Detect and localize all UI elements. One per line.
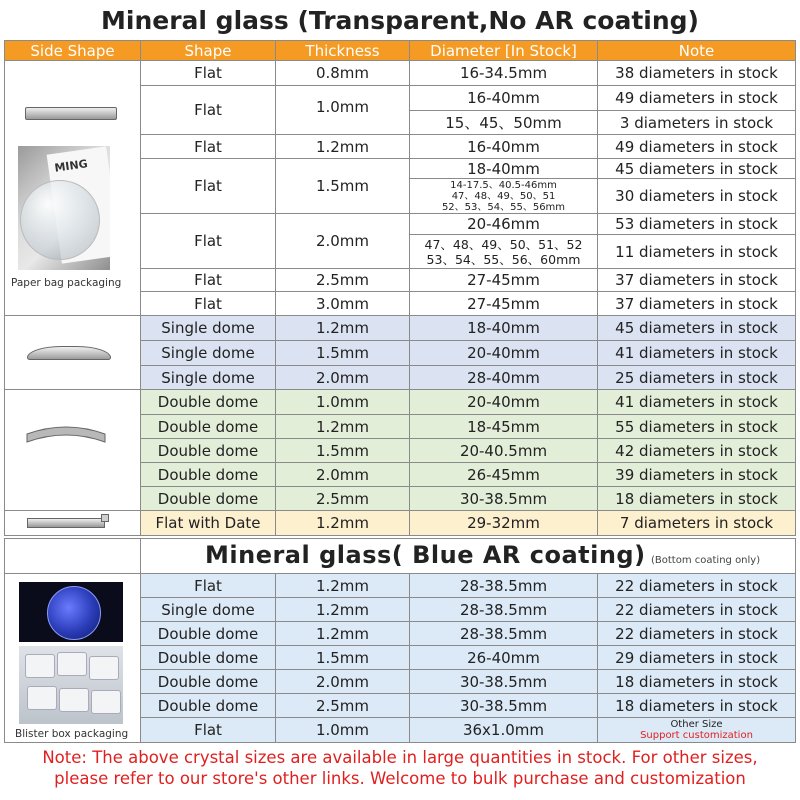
thickness-cell: 2.0mm (275, 462, 410, 487)
diameter-cell: 16-40mm (409, 134, 598, 159)
diameter-cell: 28-40mm (409, 365, 598, 390)
header-shape: Shape (140, 40, 276, 61)
diameter-cell: 20-40.5mm (409, 438, 598, 463)
thickness-cell: 1.5mm (275, 340, 410, 366)
shape-cell: Single dome (140, 315, 276, 341)
shape-cell: Flat (140, 60, 276, 86)
note-cell: 53 diameters in stock (597, 213, 796, 235)
paper-bag-label: MING (53, 157, 89, 175)
side-shape-ar-cell (4, 573, 141, 743)
note-cell: 7 diameters in stock (597, 510, 796, 536)
diameter-line: 47、48、49、50、51、52 (424, 236, 583, 252)
double-dome-side-view (5, 390, 142, 512)
thickness-cell: 2.0mm (275, 365, 410, 390)
ar-section-title: Mineral glass( Blue AR coating) (205, 541, 646, 569)
thickness-cell: 2.5mm (275, 693, 410, 718)
glass-disc-icon (20, 180, 100, 260)
ar-title-cell (140, 538, 796, 574)
note-cell: 22 diameters in stock (597, 573, 796, 598)
bottom-note-line-2: please refer to our store's other links. Welcome to bulk purchase and customization (54, 769, 746, 788)
thickness-cell: 3.0mm (275, 291, 410, 316)
shape-cell: Flat (140, 291, 276, 316)
diameter-cell: 20-40mm (409, 389, 598, 415)
shape-cell: Flat (140, 85, 276, 135)
thickness-cell: 1.5mm (275, 438, 410, 463)
diameter-cell: 29-32mm (409, 510, 598, 536)
blister-caption: Blister box packaging (15, 728, 129, 740)
note-cell: 3 diameters in stock (597, 110, 796, 135)
shape-cell: Double dome (140, 438, 276, 463)
side-shape-double-dome-cell (4, 389, 141, 511)
note-cell: 22 diameters in stock (597, 597, 796, 622)
blister-cell-icon (59, 688, 89, 712)
flat-date-side-view (27, 518, 105, 528)
shape-cell: Double dome (140, 669, 276, 694)
note-cell: 37 diameters in stock (597, 291, 796, 316)
note-cell: 30 diameters in stock (597, 178, 796, 214)
thickness-cell: 1.2mm (275, 573, 410, 598)
thickness-cell: 0.8mm (275, 60, 410, 86)
ar-title-side-cell (4, 538, 141, 574)
diameter-cell: 36x1.0mm (409, 717, 598, 743)
diameter-cell: 20-46mm (409, 213, 598, 235)
diameter-cell: 27-45mm (409, 268, 598, 292)
note-cell: 45 diameters in stock (597, 158, 796, 179)
note-cell: 22 diameters in stock (597, 621, 796, 646)
diameter-line: 14-17.5、40.5-46mm (450, 179, 557, 191)
diameter-cell: 27-45mm (409, 291, 598, 316)
thickness-cell: 1.5mm (275, 158, 410, 214)
flat-glass-side-view (25, 107, 117, 120)
shape-cell: Double dome (140, 462, 276, 487)
paper-bag-photo (18, 146, 110, 270)
thickness-cell: 2.0mm (275, 213, 410, 269)
thickness-cell: 2.5mm (275, 486, 410, 511)
note-cell: 11 diameters in stock (597, 234, 796, 269)
note-cell: 29 diameters in stock (597, 645, 796, 670)
ar-subtitle: (Bottom coating only) (651, 555, 761, 566)
header-diameter: Diameter [In Stock] (409, 40, 598, 61)
thickness-cell: 1.2mm (275, 510, 410, 536)
thickness-cell: 2.0mm (275, 669, 410, 694)
blister-cell-icon (89, 656, 119, 680)
thickness-cell: 2.5mm (275, 268, 410, 292)
thickness-cell: 1.0mm (275, 85, 410, 135)
thickness-cell: 1.2mm (275, 621, 410, 646)
shape-cell: Flat with Date (140, 510, 276, 536)
diameter-line: 47、48、49、50、51 (451, 190, 556, 202)
bottom-note-line-1: Note: The above crystal sizes are available in large quantities in stock. For other sizes, (42, 748, 758, 767)
header-thickness: Thickness (275, 40, 410, 61)
diameter-cell: 26-40mm (409, 645, 598, 670)
shape-cell: Double dome (140, 621, 276, 646)
diameter-cell: 30-38.5mm (409, 486, 598, 511)
blister-cell-icon (25, 654, 55, 678)
note-cell: 37 diameters in stock (597, 268, 796, 292)
other-size-label: Other Size (670, 719, 723, 730)
side-shape-flat-date-cell (4, 510, 141, 536)
diameter-line: 53、54、55、56、60mm (426, 251, 581, 267)
side-shape-flat-cell (4, 60, 141, 316)
diameter-cell: 20-40mm (409, 340, 598, 366)
note-cell: 18 diameters in stock (597, 693, 796, 718)
shape-cell: Double dome (140, 693, 276, 718)
diameter-cell: 16-40mm (409, 85, 598, 111)
diameter-list-cell (409, 234, 598, 269)
diameter-cell: 16-34.5mm (409, 60, 598, 86)
diameter-list-cell (409, 178, 598, 214)
support-customization-label: Support customization (640, 730, 753, 741)
note-cell: 18 diameters in stock (597, 486, 796, 511)
shape-cell: Flat (140, 134, 276, 159)
shape-cell: Double dome (140, 645, 276, 670)
note-cell: 41 diameters in stock (597, 340, 796, 366)
thickness-cell: 1.2mm (275, 315, 410, 341)
note-cell: 49 diameters in stock (597, 85, 796, 111)
diameter-cell: 15、45、50mm (409, 110, 598, 135)
header-note: Note (597, 40, 796, 61)
note-cell: 55 diameters in stock (597, 414, 796, 439)
paper-bag-caption: Paper bag packaging (11, 277, 122, 289)
diameter-cell: 18-40mm (409, 158, 598, 179)
blue-ar-disc-icon (47, 586, 101, 640)
shape-cell: Double dome (140, 414, 276, 439)
blister-cell-icon (91, 690, 121, 714)
shape-cell: Single dome (140, 340, 276, 366)
note-cell-custom (597, 717, 796, 743)
note-cell: 41 diameters in stock (597, 389, 796, 415)
thickness-cell: 1.0mm (275, 717, 410, 743)
shape-cell: Double dome (140, 389, 276, 415)
diameter-cell: 28-38.5mm (409, 621, 598, 646)
shape-cell: Flat (140, 268, 276, 292)
shape-cell: Flat (140, 158, 276, 214)
note-cell: 38 diameters in stock (597, 60, 796, 86)
shape-cell: Single dome (140, 365, 276, 390)
diameter-cell: 18-45mm (409, 414, 598, 439)
blister-box-photo (19, 646, 123, 724)
note-cell: 49 diameters in stock (597, 134, 796, 159)
note-cell: 39 diameters in stock (597, 462, 796, 487)
side-shape-single-dome-cell (4, 315, 141, 390)
thickness-cell: 1.2mm (275, 134, 410, 159)
diameter-cell: 26-45mm (409, 462, 598, 487)
page-title: Mineral glass (Transparent,No AR coating) (101, 5, 699, 35)
diameter-line: 52、53、54、55、56mm (441, 201, 566, 213)
thickness-cell: 1.2mm (275, 414, 410, 439)
thickness-cell: 1.2mm (275, 597, 410, 622)
single-dome-side-view (27, 346, 111, 360)
note-cell: 42 diameters in stock (597, 438, 796, 463)
shape-cell: Flat (140, 717, 276, 743)
shape-cell: Single dome (140, 597, 276, 622)
diameter-cell: 30-38.5mm (409, 669, 598, 694)
blue-ar-glass-photo (19, 582, 123, 642)
thickness-cell: 1.5mm (275, 645, 410, 670)
header-side-shape: Side Shape (4, 40, 141, 61)
date-window-icon (101, 514, 109, 522)
diameter-cell: 28-38.5mm (409, 573, 598, 598)
blister-cell-icon (27, 686, 57, 710)
diameter-cell: 28-38.5mm (409, 597, 598, 622)
note-cell: 25 diameters in stock (597, 365, 796, 390)
blister-cell-icon (57, 652, 87, 676)
thickness-cell: 1.0mm (275, 389, 410, 415)
shape-cell: Flat (140, 573, 276, 598)
note-cell: 18 diameters in stock (597, 669, 796, 694)
shape-cell: Flat (140, 213, 276, 269)
diameter-cell: 18-40mm (409, 315, 598, 341)
diameter-cell: 30-38.5mm (409, 693, 598, 718)
note-cell: 45 diameters in stock (597, 315, 796, 341)
shape-cell: Double dome (140, 486, 276, 511)
